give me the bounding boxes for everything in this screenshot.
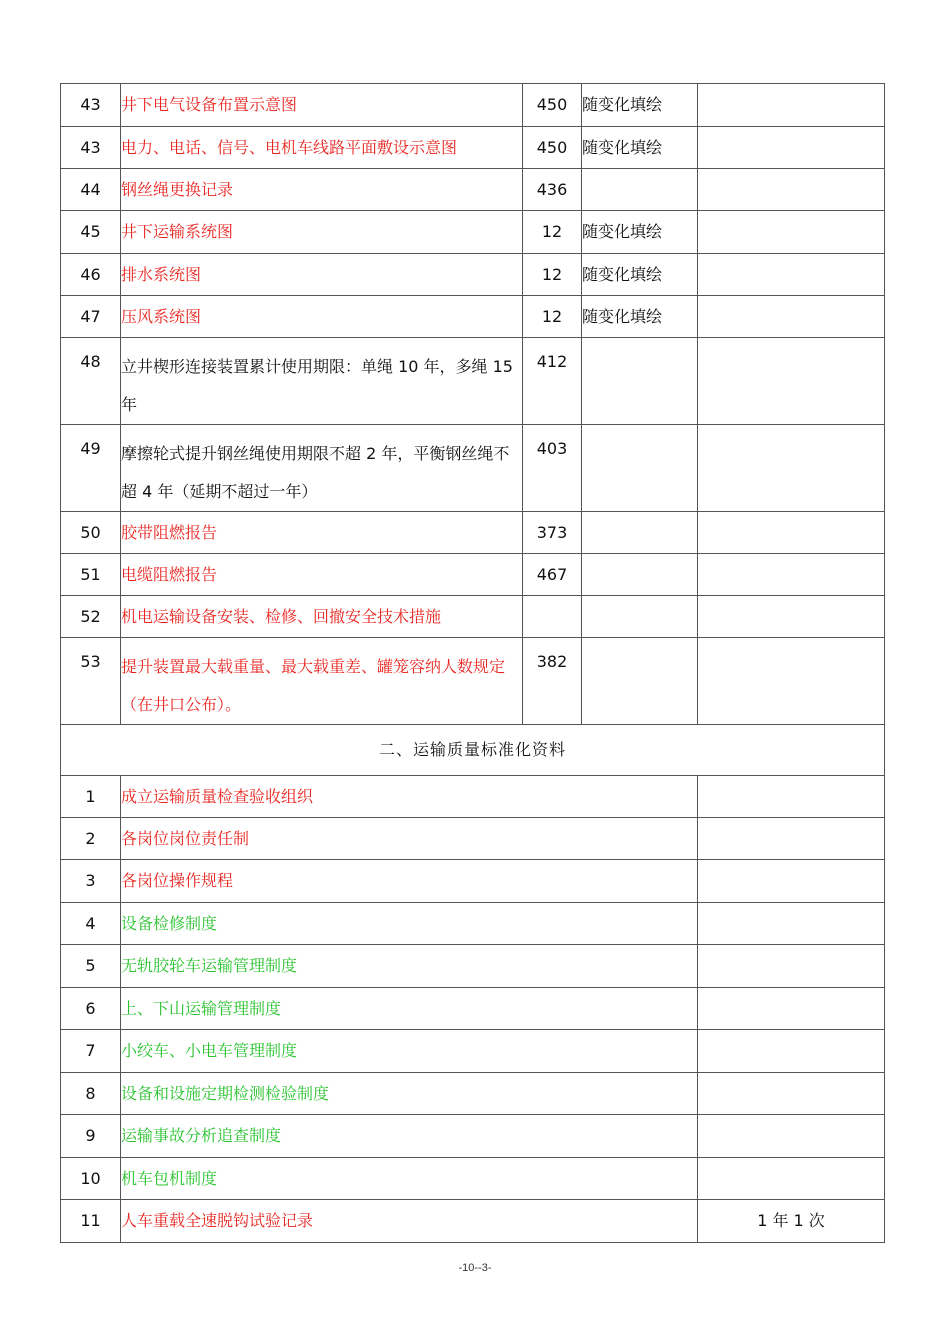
- table-row: [61, 84, 885, 127]
- table-row: [61, 1030, 885, 1073]
- table-row: [61, 338, 885, 425]
- row-number: 43: [61, 127, 121, 169]
- row-number: 6: [61, 988, 121, 1030]
- row-number: 53: [61, 638, 121, 725]
- item-name: 机车包机制度: [121, 1158, 698, 1200]
- empty-cell: [698, 338, 885, 425]
- page-number: 12: [523, 254, 582, 296]
- table-row: [61, 211, 885, 254]
- note: [582, 338, 698, 425]
- table-row: [61, 554, 885, 596]
- table-row: [61, 254, 885, 296]
- page-number: 436: [523, 169, 582, 211]
- note: 随变化填绘: [582, 254, 698, 296]
- note: [582, 638, 698, 725]
- row-number: 51: [61, 554, 121, 596]
- note: [582, 596, 698, 638]
- item-name: 设备检修制度: [121, 903, 698, 945]
- empty-cell: [698, 84, 885, 127]
- page-number: 373: [523, 512, 582, 554]
- row-number: 43: [61, 84, 121, 127]
- row-number: 46: [61, 254, 121, 296]
- row-number: 44: [61, 169, 121, 211]
- item-name: 上、下山运输管理制度: [121, 988, 698, 1030]
- table-row: [61, 1158, 885, 1200]
- row-number: 7: [61, 1030, 121, 1073]
- page-number: 382: [523, 638, 582, 725]
- table-row: [61, 1115, 885, 1158]
- table-row: [61, 988, 885, 1030]
- empty-cell: [698, 169, 885, 211]
- table-row: [61, 512, 885, 554]
- frequency: 1 年 1 次: [698, 1200, 885, 1243]
- document-table: [60, 83, 885, 1243]
- note: 随变化填绘: [582, 211, 698, 254]
- note: [582, 512, 698, 554]
- item-name: 电力、电话、信号、电机车线路平面敷设示意图: [121, 127, 523, 169]
- frequency: [698, 945, 885, 988]
- table-row: [61, 296, 885, 338]
- section-title: 二、运输质量标准化资料: [61, 725, 885, 776]
- item-name: 小绞车、小电车管理制度: [121, 1030, 698, 1073]
- item-name: 人车重载全速脱钩试验记录: [121, 1200, 698, 1243]
- page-number: 412: [523, 338, 582, 425]
- page-number: [523, 596, 582, 638]
- empty-cell: [698, 296, 885, 338]
- row-number: 5: [61, 945, 121, 988]
- table-row: [61, 127, 885, 169]
- item-name: 电缆阻燃报告: [121, 554, 523, 596]
- item-name: 胶带阻燃报告: [121, 512, 523, 554]
- frequency: [698, 1030, 885, 1073]
- note: [582, 169, 698, 211]
- item-name: 机电运输设备安装、检修、回撤安全技术措施: [121, 596, 523, 638]
- table-row: [61, 818, 885, 860]
- page-number: 12: [523, 296, 582, 338]
- row-number: 11: [61, 1200, 121, 1243]
- table-row: [61, 860, 885, 903]
- frequency: [698, 1158, 885, 1200]
- table-row: [61, 596, 885, 638]
- note: 随变化填绘: [582, 127, 698, 169]
- empty-cell: [698, 425, 885, 512]
- row-number: 47: [61, 296, 121, 338]
- table-row: [61, 169, 885, 211]
- item-name: 各岗位岗位责任制: [121, 818, 698, 860]
- section-header-row: [61, 725, 885, 776]
- frequency: [698, 1115, 885, 1158]
- page-number: 12: [523, 211, 582, 254]
- note: [582, 554, 698, 596]
- page-number: 467: [523, 554, 582, 596]
- empty-cell: [698, 512, 885, 554]
- item-name: 井下运输系统图: [121, 211, 523, 254]
- item-name: 各岗位操作规程: [121, 860, 698, 903]
- item-name: 设备和设施定期检测检验制度: [121, 1073, 698, 1115]
- empty-cell: [698, 254, 885, 296]
- empty-cell: [698, 596, 885, 638]
- row-number: 10: [61, 1158, 121, 1200]
- item-name: 摩擦轮式提升钢丝绳使用期限不超 2 年，平衡钢丝绳不超 4 年（延期不超过一年）: [121, 425, 523, 512]
- item-name: 运输事故分析追查制度: [121, 1115, 698, 1158]
- frequency: [698, 1073, 885, 1115]
- empty-cell: [698, 554, 885, 596]
- row-number: 48: [61, 338, 121, 425]
- row-number: 1: [61, 776, 121, 818]
- row-number: 8: [61, 1073, 121, 1115]
- frequency: [698, 860, 885, 903]
- note: 随变化填绘: [582, 84, 698, 127]
- item-name: 钢丝绳更换记录: [121, 169, 523, 211]
- note: 随变化填绘: [582, 296, 698, 338]
- page-number: 403: [523, 425, 582, 512]
- item-name: 无轨胶轮车运输管理制度: [121, 945, 698, 988]
- item-name: 立井楔形连接装置累计使用期限：单绳 10 年，多绳 15 年: [121, 338, 523, 425]
- item-name: 井下电气设备布置示意图: [121, 84, 523, 127]
- table-row: [61, 776, 885, 818]
- table-row: [61, 638, 885, 725]
- row-number: 45: [61, 211, 121, 254]
- row-number: 49: [61, 425, 121, 512]
- row-number: 9: [61, 1115, 121, 1158]
- frequency: [698, 988, 885, 1030]
- frequency: [698, 818, 885, 860]
- empty-cell: [698, 211, 885, 254]
- table-row: [61, 425, 885, 512]
- table-row: [61, 903, 885, 945]
- item-name: 排水系统图: [121, 254, 523, 296]
- empty-cell: [698, 127, 885, 169]
- row-number: 50: [61, 512, 121, 554]
- table-row: [61, 945, 885, 988]
- item-name: 成立运输质量检查验收组织: [121, 776, 698, 818]
- row-number: 2: [61, 818, 121, 860]
- note: [582, 425, 698, 512]
- page-footer: -10--3-: [458, 1262, 492, 1274]
- row-number: 52: [61, 596, 121, 638]
- row-number: 3: [61, 860, 121, 903]
- table-row: [61, 1073, 885, 1115]
- page-number: 450: [523, 84, 582, 127]
- frequency: [698, 776, 885, 818]
- empty-cell: [698, 638, 885, 725]
- row-number: 4: [61, 903, 121, 945]
- frequency: [698, 903, 885, 945]
- item-name: 压风系统图: [121, 296, 523, 338]
- table-row: [61, 1200, 885, 1243]
- item-name: 提升装置最大载重量、最大载重差、罐笼容纳人数规定（在井口公布）。: [121, 638, 523, 725]
- page-number: 450: [523, 127, 582, 169]
